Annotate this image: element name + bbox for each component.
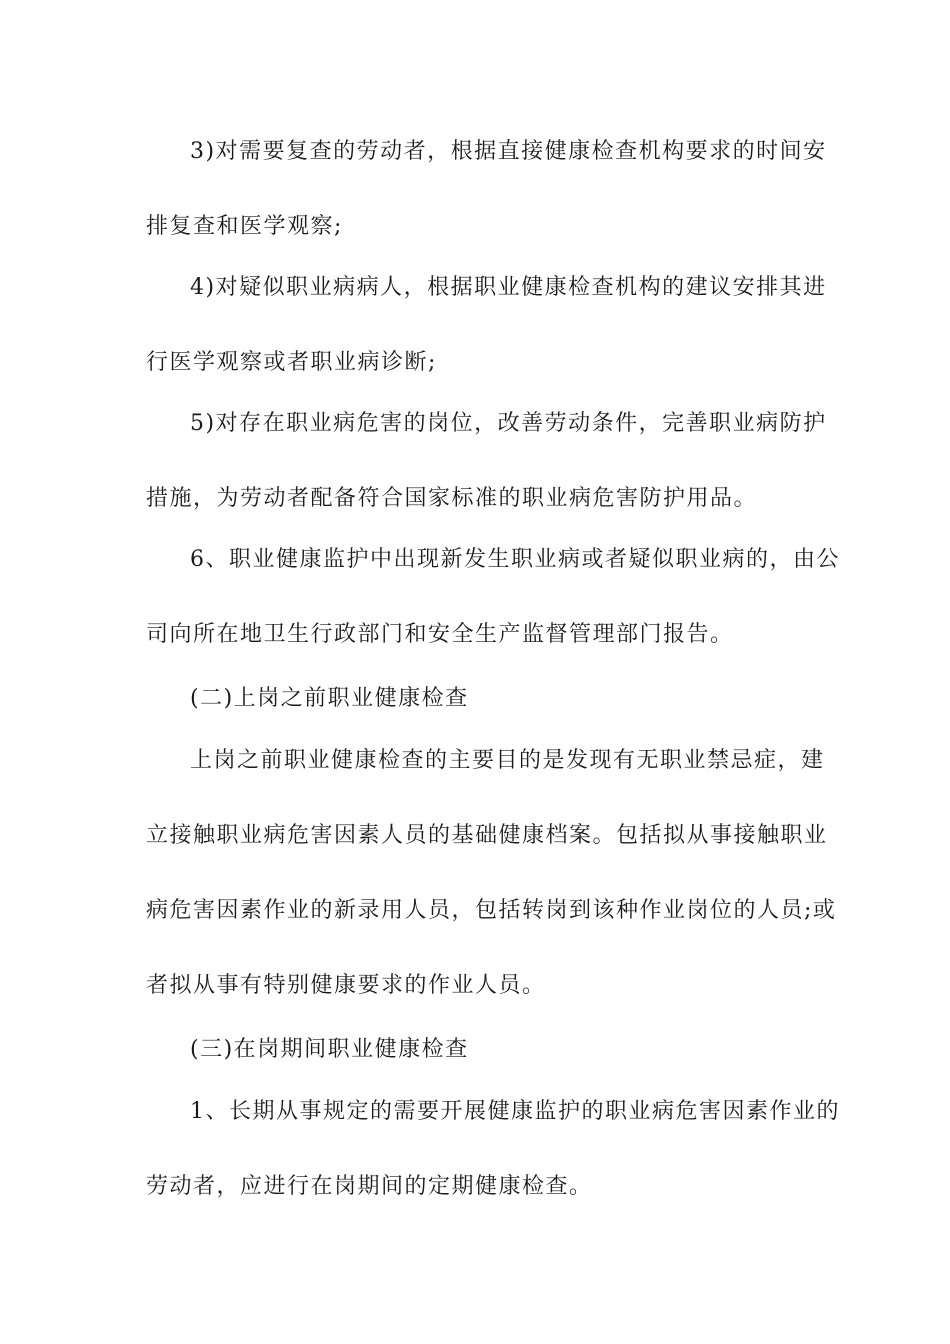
paragraph-line: 上岗之前职业健康检查的主要目的是发现有无职业禁忌症，建 — [190, 748, 825, 773]
paragraph-line: 1、长期从事规定的需要开展健康监护的职业病危害因素作业的 — [190, 1099, 840, 1124]
paragraph-line: 6、职业健康监护中出现新发生职业病或者疑似职业病的，由公 — [190, 547, 840, 572]
paragraph-line: 立接触职业病危害因素人员的基础健康档案。包括拟从事接触职业 — [146, 823, 828, 848]
section-heading: (三)在岗期间职业健康检查 — [190, 1037, 469, 1062]
paragraph-line: 司向所在地卫生行政部门和安全生产监督管理部门报告。 — [146, 622, 734, 647]
paragraph-line: 措施，为劳动者配备符合国家标准的职业病危害防护用品。 — [146, 486, 758, 511]
paragraph-line: 排复查和医学观察; — [146, 214, 343, 239]
paragraph-line: 3)对需要复查的劳动者，根据直接健康检查机构要求的时间安 — [190, 139, 827, 164]
paragraph-line: 4)对疑似职业病病人，根据职业健康检查机构的建议安排其进 — [190, 275, 827, 300]
paragraph-line: 行医学观察或者职业病诊断; — [146, 350, 437, 375]
paragraph-line: 劳动者，应进行在岗期间的定期健康检查。 — [146, 1174, 593, 1199]
paragraph-line: 5)对存在职业病危害的岗位，改善劳动条件，完善职业病防护 — [190, 411, 827, 436]
paragraph-line: 病危害因素作业的新录用人员，包括转岗到该种作业岗位的人员;或 — [146, 898, 837, 923]
section-heading: (二)上岗之前职业健康检查 — [190, 686, 469, 711]
paragraph-line: 者拟从事有特别健康要求的作业人员。 — [146, 973, 546, 998]
